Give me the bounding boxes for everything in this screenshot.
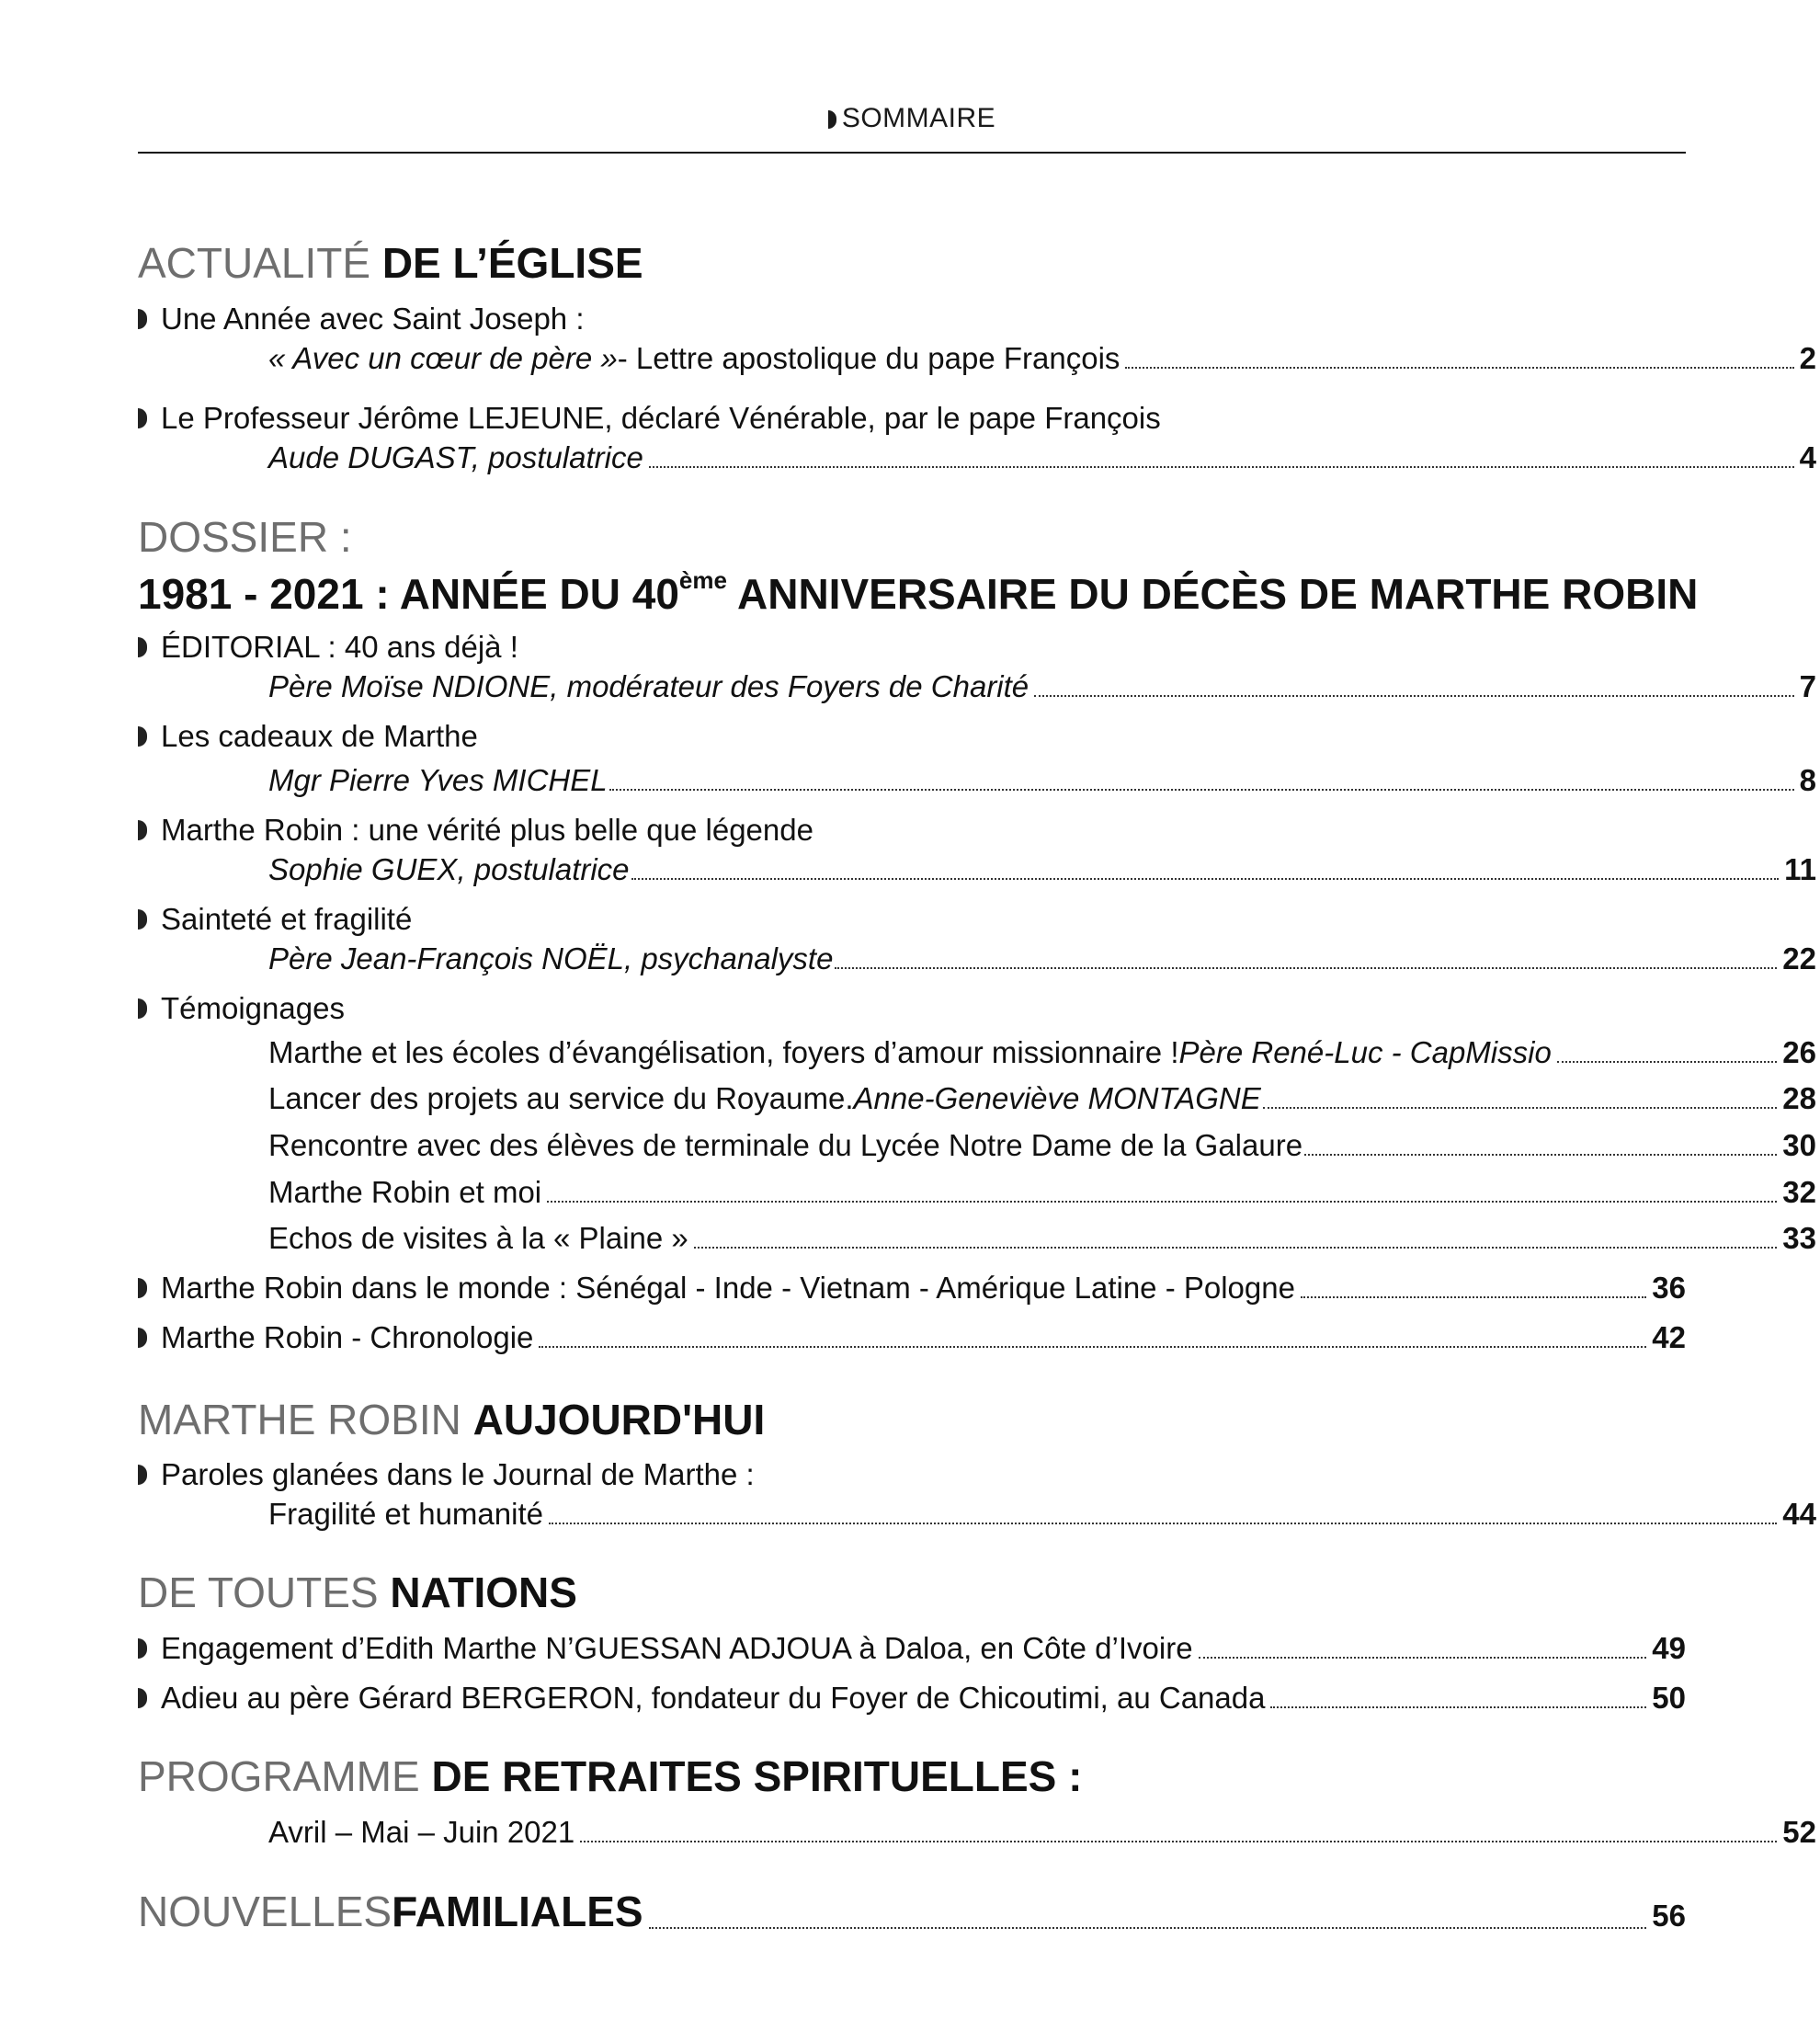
half-circle-bullet-icon <box>138 998 147 1019</box>
toc-entry-sub[interactable] <box>138 941 1816 977</box>
entry-text: Lancer des projets au service du Royaume. <box>268 1081 854 1115</box>
entry-author: Aude DUGAST, postulatrice <box>268 440 643 474</box>
toc-entry-sub[interactable] <box>138 340 1816 377</box>
toc-entry-title <box>138 718 1686 755</box>
half-circle-bullet-icon <box>138 1328 147 1348</box>
section-heading-bold: DE RETRAITES SPIRITUELLES : <box>431 1752 1083 1800</box>
entry-author: Père Moïse NDIONE, modérateur des Foyers de Charité <box>268 669 1029 703</box>
toc-entry[interactable] <box>138 1630 1686 1667</box>
dot-leader <box>1557 1060 1777 1063</box>
entry-author: Père René-Luc - CapMissio <box>1178 1035 1552 1069</box>
toc-entry-title <box>138 400 1686 437</box>
dot-leader <box>580 1840 1777 1842</box>
section-heading-light: DOSSIER : <box>138 513 352 561</box>
entry-author: Mgr Pierre Yves MICHEL <box>268 763 608 797</box>
section-heading-actualite <box>138 237 1686 289</box>
toc-entry-title <box>138 629 1686 666</box>
section-heading-dossier <box>138 511 1686 563</box>
entry-title: Marthe Robin - Chronologie <box>161 1320 534 1354</box>
toc-entry-sub[interactable] <box>138 1496 1816 1533</box>
toc-entry-sub[interactable] <box>138 762 1816 799</box>
dot-leader <box>1125 366 1793 369</box>
page-number: 49 <box>1652 1631 1686 1665</box>
entry-text: Marthe Robin et moi <box>268 1175 542 1209</box>
page-number: 8 <box>1799 763 1816 797</box>
entry-title: Une Année avec Saint Joseph : <box>161 302 585 336</box>
half-circle-bullet-icon <box>138 726 147 747</box>
dot-leader <box>649 465 1794 468</box>
entry-title: Marthe Robin dans le monde : Sénégal - Inde - Vietnam - Amérique Latine - Pologne <box>161 1271 1295 1305</box>
page-number: 36 <box>1652 1271 1686 1305</box>
half-circle-bullet-icon <box>138 309 147 329</box>
entry-text: Marthe et les écoles d’évangélisation, foyers d’amour missionnaire ! <box>268 1035 1179 1069</box>
entry-subtitle: Avril – Mai – Juin 2021 <box>268 1815 575 1849</box>
toc-entry-title <box>138 901 1686 938</box>
page-number: 52 <box>1782 1815 1816 1849</box>
dot-leader <box>1263 1106 1778 1109</box>
dot-leader <box>609 788 1794 791</box>
dot-leader <box>1270 1705 1646 1708</box>
section-heading-bold: DE L’ÉGLISE <box>381 239 643 287</box>
dossier-title-part: 1981 - 2021 : ANNÉE DU 40 <box>138 570 679 618</box>
running-header <box>138 103 1686 134</box>
page-number: 4 <box>1799 440 1816 474</box>
toc-entry-title <box>138 990 1686 1027</box>
entry-subtitle: - Lettre apostolique du pape François <box>617 341 1120 375</box>
half-circle-bullet-icon <box>138 637 147 657</box>
page-number: 50 <box>1652 1681 1686 1715</box>
dossier-title-part: ANNIVERSAIRE DU DÉCÈS DE MARTHE ROBIN <box>726 570 1699 618</box>
header-rule <box>138 152 1686 154</box>
half-circle-bullet-icon <box>138 909 147 930</box>
section-heading-light: DE TOUTES <box>138 1568 391 1616</box>
section-heading-light: NOUVELLES <box>138 1888 392 1935</box>
entry-title: Paroles glanées dans le Journal de Marthe : <box>161 1457 755 1491</box>
section-heading-light: MARTHE ROBIN <box>138 1396 473 1443</box>
table-of-contents-page <box>138 0 1816 2019</box>
entry-author: Père Jean-François NOËL, psychanalyste <box>268 941 834 975</box>
dot-leader <box>649 1926 1647 1929</box>
page-number: 22 <box>1782 941 1816 975</box>
temoignage-entry[interactable] <box>138 1034 1816 1071</box>
dot-leader <box>549 1522 1777 1524</box>
toc-entry-title <box>138 1456 1686 1493</box>
toc-entry-title <box>138 812 1686 849</box>
section-heading-bold: FAMILIALES <box>392 1888 643 1935</box>
page-number: 56 <box>1652 1899 1686 1933</box>
temoignage-entry[interactable] <box>138 1080 1816 1117</box>
dot-leader <box>1304 1153 1777 1156</box>
half-circle-bullet-icon <box>828 110 836 129</box>
entry-author: Sophie GUEX, postulatrice <box>268 852 630 886</box>
dot-leader <box>547 1200 1777 1203</box>
entry-title: Adieu au père Gérard BERGERON, fondateur du Foyer de Chicoutimi, au Canada <box>161 1681 1266 1715</box>
page-number: 30 <box>1782 1128 1816 1162</box>
dossier-title-superscript: ème <box>678 566 727 594</box>
dot-leader <box>1301 1295 1646 1298</box>
section-heading-light: PROGRAMME <box>138 1752 432 1800</box>
section-heading-light: ACTUALITÉ <box>138 239 382 287</box>
dot-leader <box>1034 694 1793 697</box>
entry-title: Témoignages <box>161 991 345 1025</box>
header-title: SOMMAIRE <box>841 103 996 133</box>
toc-entry-sub[interactable] <box>138 668 1816 705</box>
half-circle-bullet-icon <box>138 1638 147 1659</box>
entry-text: Echos de visites à la « Plaine » <box>268 1221 688 1255</box>
half-circle-bullet-icon <box>138 1688 147 1708</box>
dot-leader <box>1199 1656 1647 1659</box>
entry-title: Les cadeaux de Marthe <box>161 719 478 753</box>
entry-author: Anne-Geneviève MONTAGNE <box>853 1081 1261 1115</box>
section-heading-aujourdhui <box>138 1394 1686 1445</box>
toc-entry[interactable] <box>138 1319 1686 1356</box>
dossier-title <box>138 568 1698 620</box>
section-heading-bold: AUJOURD'HUI <box>472 1396 766 1443</box>
dot-leader <box>835 966 1777 969</box>
toc-entry-sub[interactable] <box>138 439 1816 476</box>
page-number: 11 <box>1784 852 1816 886</box>
page-number: 44 <box>1782 1497 1816 1531</box>
entry-title: Le Professeur Jérôme LEJEUNE, déclaré Vénérable, par le pape François <box>161 401 1161 435</box>
page-number: 33 <box>1782 1221 1816 1255</box>
half-circle-bullet-icon <box>138 1278 147 1298</box>
half-circle-bullet-icon <box>138 1465 147 1485</box>
entry-title: Engagement d’Edith Marthe N’GUESSAN ADJOUA à Daloa, en Côte d’Ivoire <box>161 1631 1193 1665</box>
page-number: 7 <box>1799 669 1816 703</box>
toc-entry[interactable] <box>138 1270 1686 1306</box>
section-heading-nations <box>138 1567 1686 1618</box>
page-number: 28 <box>1782 1081 1816 1115</box>
section-heading-familiales[interactable] <box>138 1886 1686 1942</box>
entry-title: ÉDITORIAL : 40 ans déjà ! <box>161 630 518 664</box>
dot-leader <box>539 1345 1646 1348</box>
half-circle-bullet-icon <box>138 820 147 840</box>
page-number: 32 <box>1782 1175 1816 1209</box>
half-circle-bullet-icon <box>138 408 147 428</box>
entry-title: Sainteté et fragilité <box>161 902 413 936</box>
page-number: 42 <box>1652 1320 1686 1354</box>
entry-subtitle: Fragilité et humanité <box>268 1497 543 1531</box>
page-number: 2 <box>1799 341 1816 375</box>
toc-entry-sub[interactable] <box>138 851 1816 888</box>
toc-entry-sub[interactable] <box>138 1814 1816 1851</box>
temoignage-entry[interactable] <box>138 1174 1816 1211</box>
entry-text: Rencontre avec des élèves de terminale du Lycée Notre Dame de la Galaure <box>268 1128 1303 1162</box>
temoignage-entry[interactable] <box>138 1127 1816 1164</box>
section-heading-retraites <box>138 1751 1686 1802</box>
section-heading-bold: NATIONS <box>390 1568 577 1616</box>
dot-leader <box>631 877 1780 880</box>
temoignage-entry[interactable] <box>138 1220 1816 1257</box>
dot-leader <box>694 1246 1778 1249</box>
toc-entry[interactable] <box>138 1680 1686 1717</box>
page-number: 26 <box>1782 1035 1816 1069</box>
toc-entry-title <box>138 301 1686 337</box>
entry-subtitle-italic: « Avec un cœur de père » <box>268 341 618 375</box>
entry-title: Marthe Robin : une vérité plus belle que légende <box>161 813 813 847</box>
